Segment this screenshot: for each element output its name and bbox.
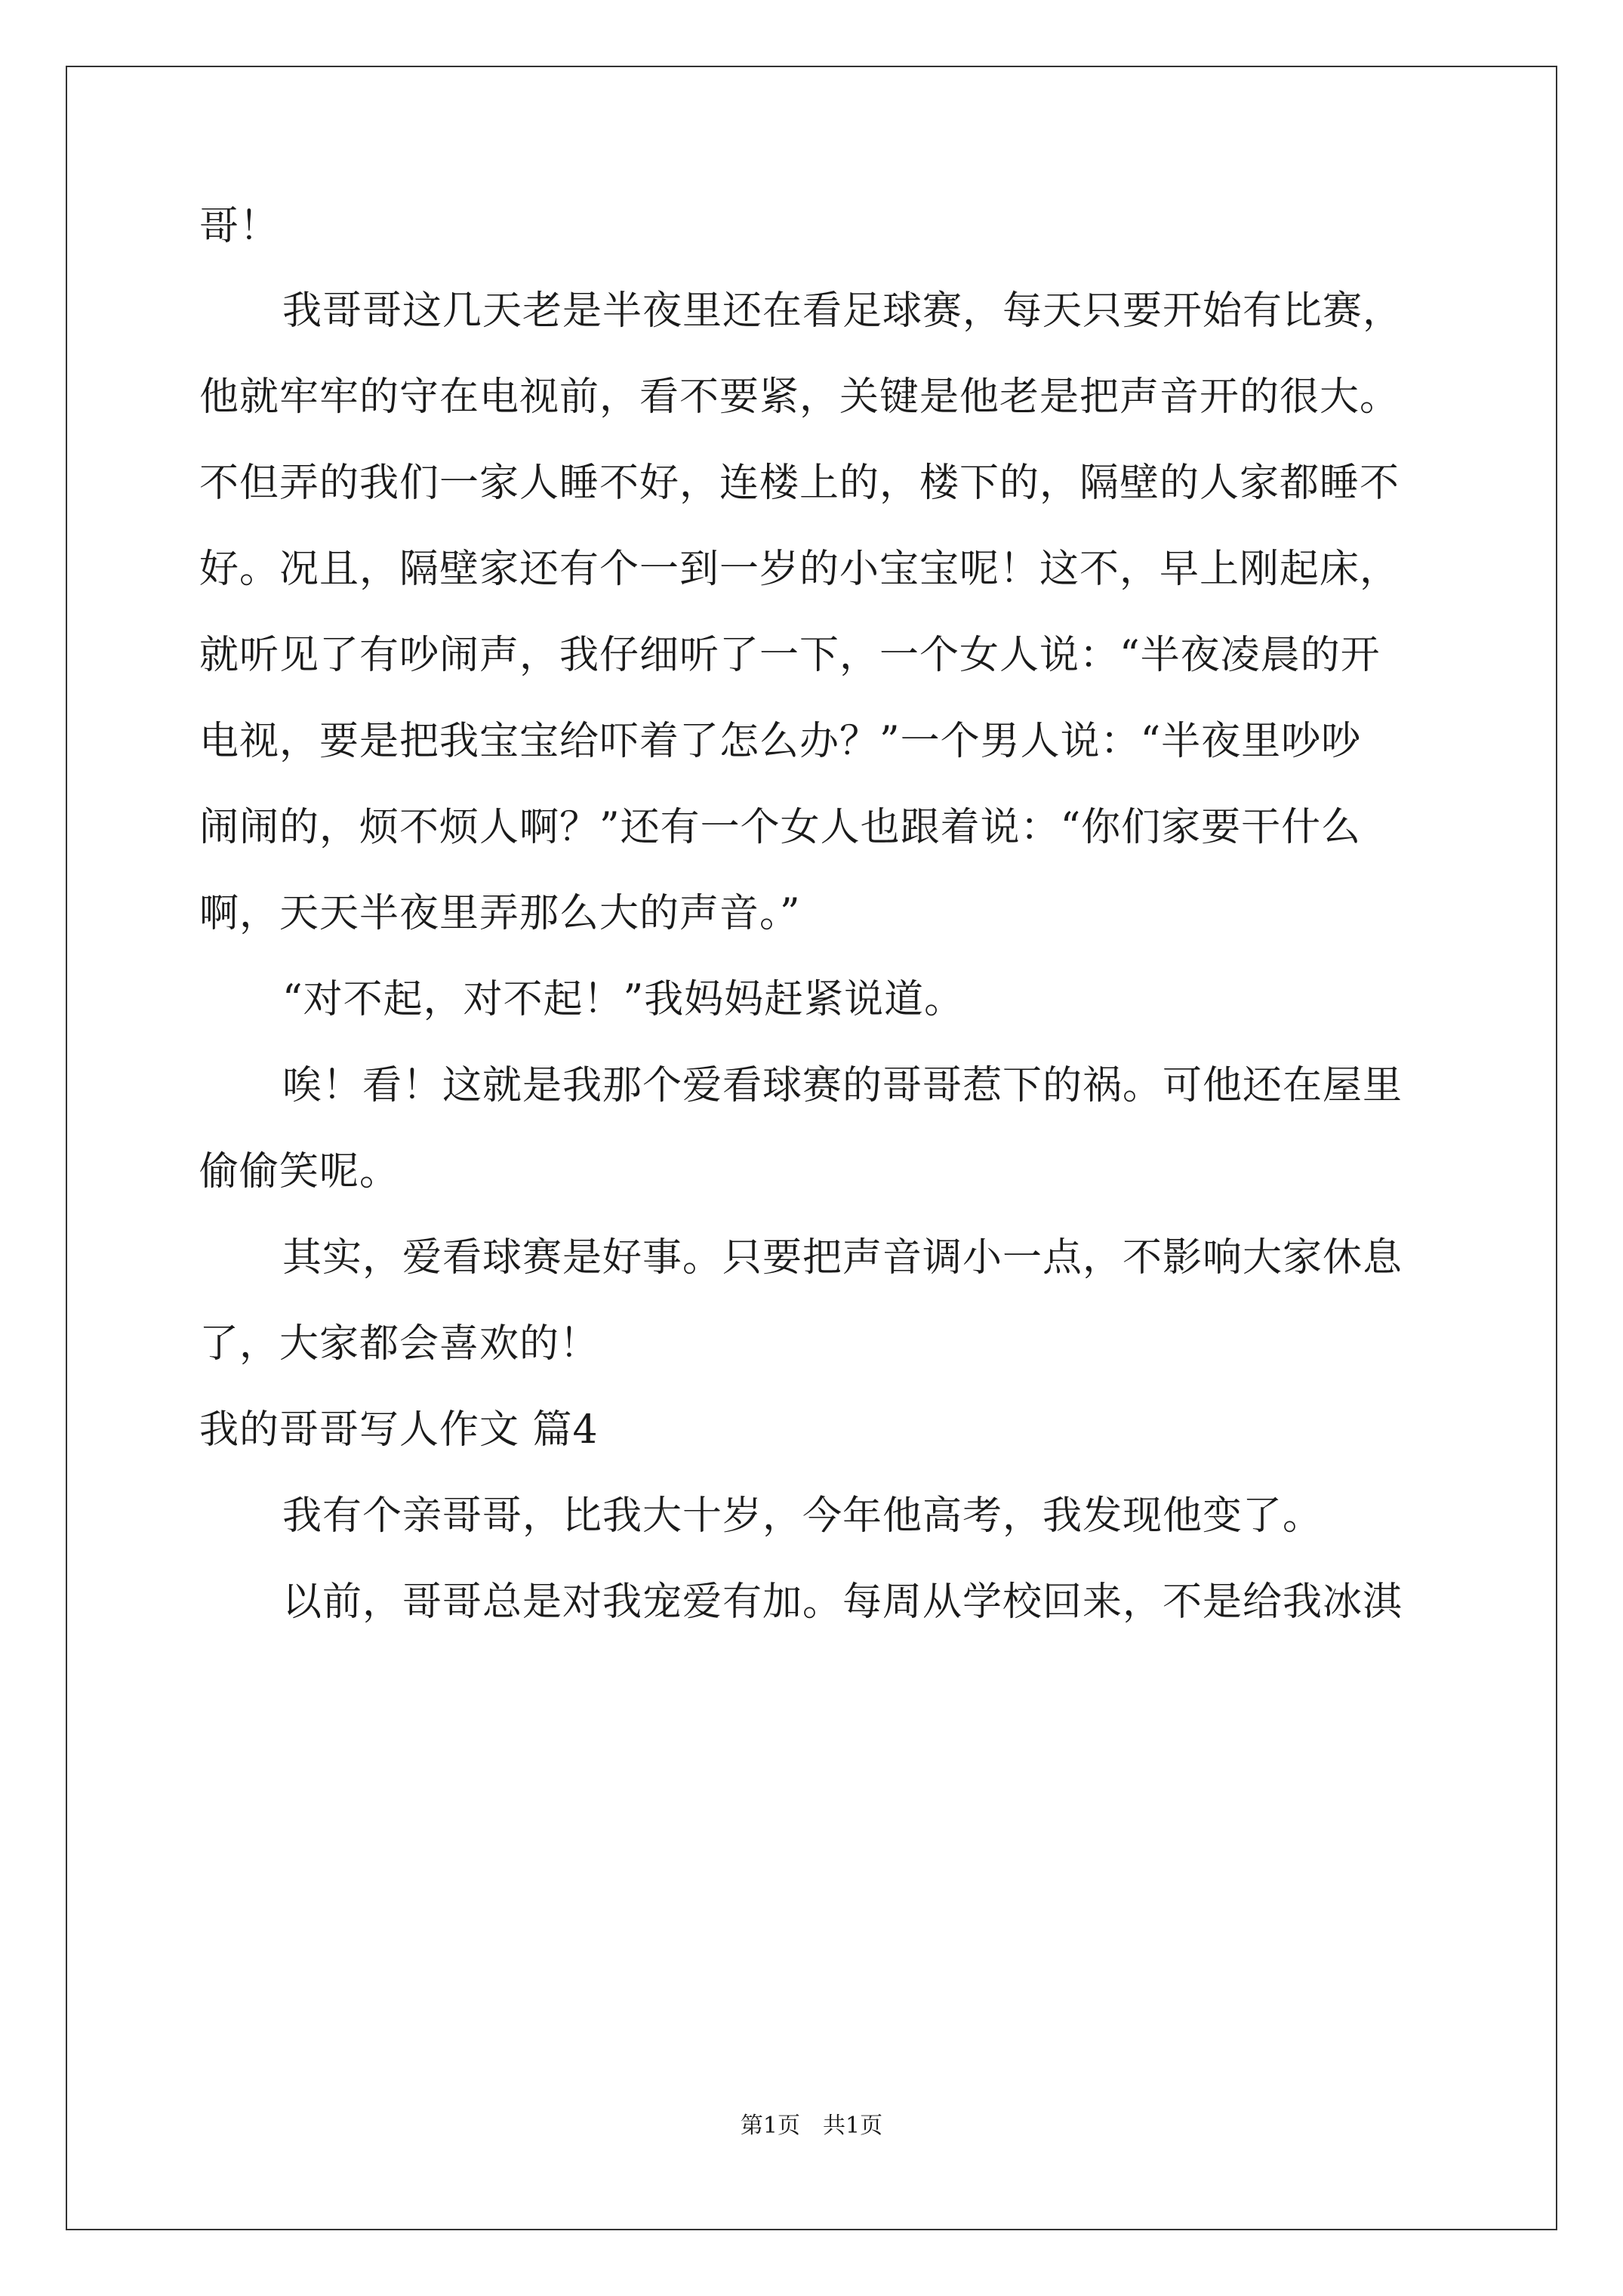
page-number: 第1页 bbox=[740, 2113, 800, 2139]
text-line: 偷偷笑呢。 bbox=[199, 1149, 400, 1194]
text-line: 唉！看！这就是我那个爱看球赛的哥哥惹下的祸。可他还在屋里 bbox=[282, 1063, 1403, 1108]
text-line: 他就牢牢的守在电视前，看不要紧，关键是他老是把声音开的很大。 bbox=[199, 374, 1400, 420]
text-line: 以前，哥哥总是对我宠爱有加。每周从学校回来，不是给我冰淇 bbox=[282, 1579, 1403, 1625]
text-line: 我有个亲哥哥，比我大十岁，今年他高考，我发现他变了。 bbox=[282, 1493, 1323, 1539]
text-line: 闹闹的，烦不烦人啊？”还有一个女人也跟着说：“你们家要干什么 bbox=[199, 805, 1362, 850]
text-line: 电视，要是把我宝宝给吓着了怎么办？”一个男人说：“半夜里吵吵 bbox=[199, 719, 1362, 764]
text-line: 其实，爱看球赛是好事。只要把声音调小一点，不影响大家休息 bbox=[282, 1235, 1403, 1281]
text-line: “对不起，对不起！”我妈妈赶紧说道。 bbox=[282, 977, 965, 1022]
page-total: 共1页 bbox=[823, 2113, 883, 2139]
page-footer bbox=[0, 2113, 1623, 2140]
text-line: 了，大家都会喜欢的！ bbox=[199, 1321, 600, 1367]
text-line: 好。况且，隔壁家还有个一到一岁的小宝宝呢！这不，早上刚起床， bbox=[199, 547, 1400, 592]
section-heading: 我的哥哥写人作文 篇4 bbox=[199, 1407, 599, 1453]
text-line: 就听见了有吵闹声，我仔细听了一下，一个女人说：“半夜凌晨的开 bbox=[199, 633, 1381, 678]
text-line: 啊，天天半夜里弄那么大的声音。” bbox=[199, 891, 801, 936]
text-line: 哥！ bbox=[199, 204, 280, 249]
text-line: 不但弄的我们一家人睡不好，连楼上的，楼下的，隔壁的人家都睡不 bbox=[199, 461, 1400, 506]
text-line: 我哥哥这几天老是半夜里还在看足球赛，每天只要开始有比赛， bbox=[282, 288, 1403, 334]
